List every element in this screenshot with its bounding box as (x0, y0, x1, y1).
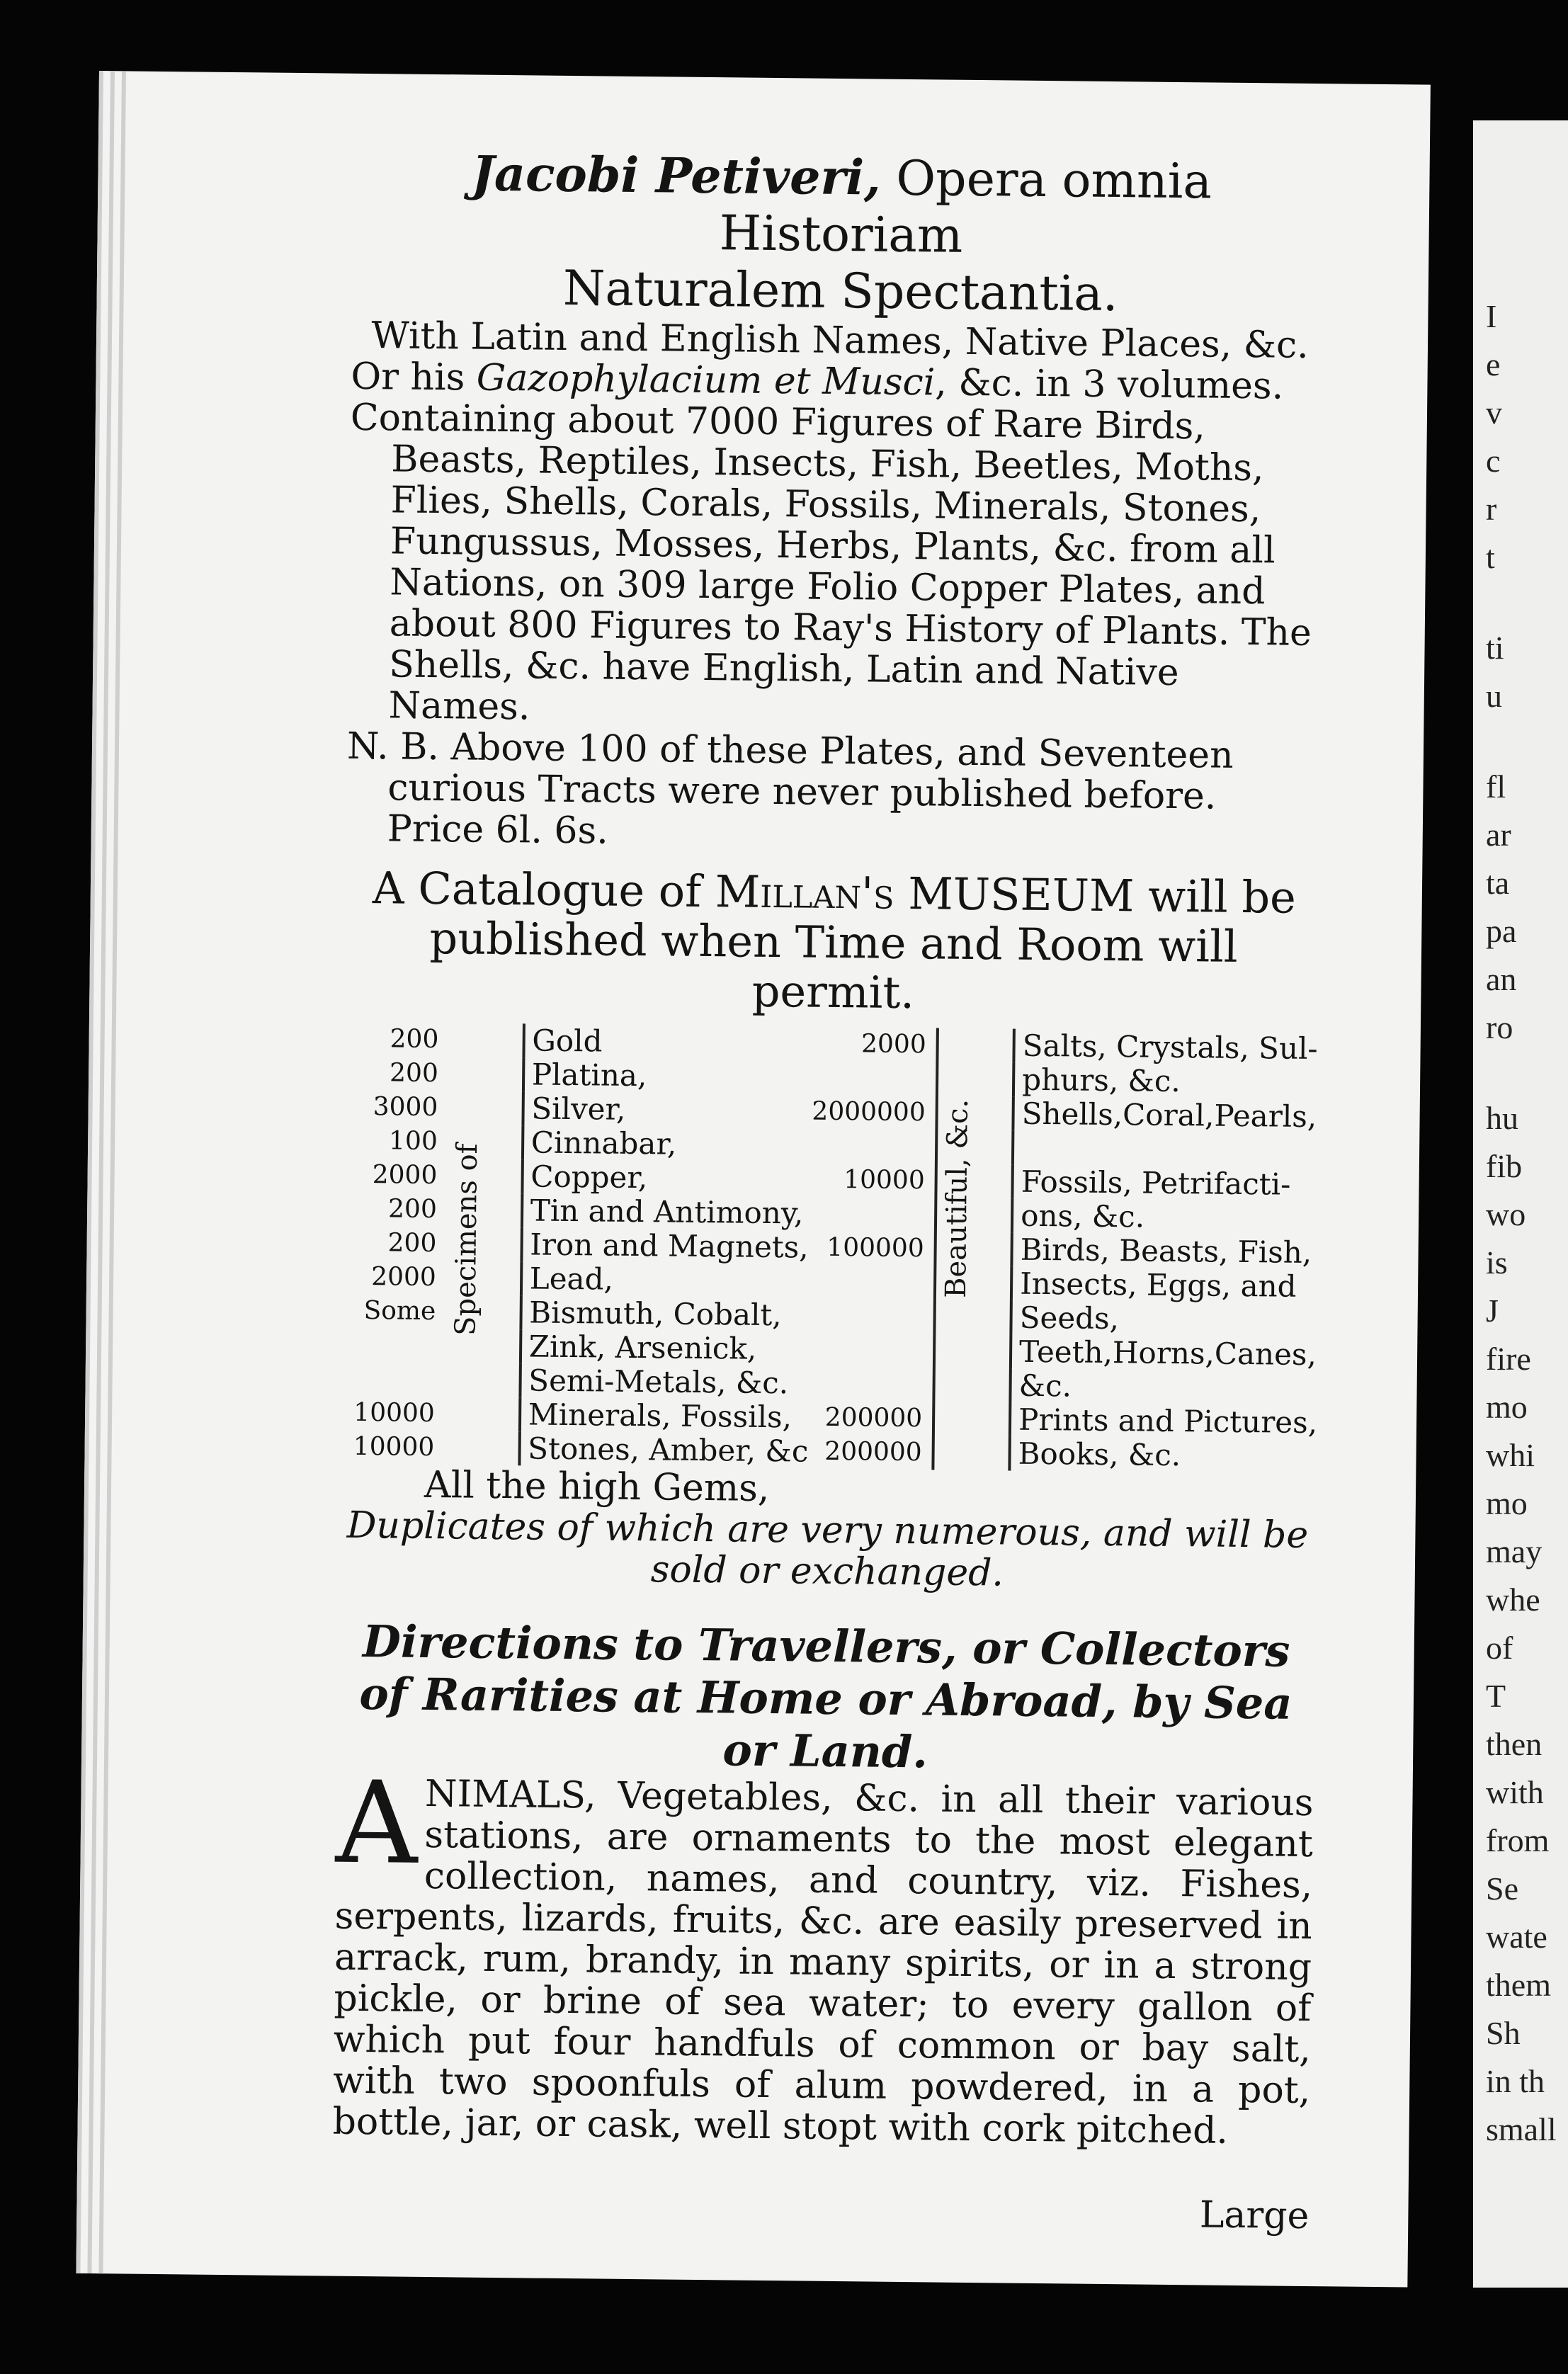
right-item: Birds, Beasts, Fish, (1020, 1232, 1312, 1271)
facing-fragment: e (1486, 346, 1501, 382)
left-item: Platina, (531, 1057, 647, 1094)
left-item: Tin and Antimony, (530, 1193, 804, 1231)
facing-page (1473, 120, 1568, 2288)
facing-fragment: from (1486, 1822, 1550, 1858)
right-item: Shells,Coral,Pearls, (1021, 1096, 1317, 1135)
facing-fragment: is (1486, 1244, 1508, 1280)
catalogue-post: MUSEUM will be published when Time and Room will permit. (429, 867, 1297, 1019)
right-item: Books, &c. (1018, 1436, 1181, 1473)
left-quantity: 2000 (371, 1262, 437, 1293)
gems-line: All the high Gems, (424, 1463, 770, 1511)
directions-text: NIMALS, Vegetables, &c. in all their various stations, are ornaments to the most elegant collection, names, and country, viz. Fishes, serpents, lizards, fruits, &c. are easily preserved in arrack, rum, brandy, in many spirits, or in a strong pickle, or brine of sea water; to every gallon of which put four handfuls of common or bay salt, with two spoonfuls of alum powdered, in a pot, bottle, jar, or cask, well stopt with cork pitched. (332, 1772, 1314, 2152)
intro-line1: With Latin and English Names, Native Places, &c. (371, 314, 1309, 367)
left-brace (444, 1023, 524, 1465)
facing-fragment: ta (1486, 865, 1510, 901)
left-quantity: 10000 (353, 1397, 436, 1429)
facing-fragment: I (1486, 298, 1497, 334)
facing-fragment: Se (1486, 1870, 1518, 1907)
intro-line2-pre: Or his (351, 355, 477, 399)
left-item: Semi-Metals, &c. (528, 1363, 789, 1401)
left-quantity (341, 1328, 445, 1363)
left-item: Copper, (530, 1159, 648, 1195)
directions-body (332, 1756, 1314, 2152)
left-item: Gold (532, 1023, 603, 1059)
right-item: Fossils, Petrifacti- (1021, 1164, 1291, 1202)
catchword: Large (1199, 2193, 1309, 2238)
left-item: Iron and Magnets, (530, 1227, 809, 1265)
facing-fragment: of (1486, 1630, 1513, 1666)
left-item: Zink, Arsenick, (528, 1329, 757, 1366)
right-quantity (809, 1367, 934, 1402)
left-quantity (340, 1362, 445, 1397)
drop-cap: A (335, 1756, 419, 1890)
right-item: Insects, Eggs, and (1019, 1266, 1297, 1304)
right-item: Seeds, (1019, 1300, 1120, 1336)
catalogue-heading (344, 863, 1323, 1022)
facing-fragment: fire (1486, 1341, 1531, 1377)
facing-fragment: then (1486, 1726, 1543, 1762)
facing-fragment: may (1486, 1533, 1543, 1569)
book-title (351, 144, 1330, 325)
left-item: Minerals, Fossils, (528, 1397, 792, 1435)
catalogue-pre: A Catalogue of (372, 862, 716, 918)
title-line2: Naturalem Spectantia. (562, 260, 1119, 323)
right-item (1013, 1131, 1320, 1169)
right-quantity (809, 1299, 935, 1334)
right-quantity: 2000 (860, 1029, 926, 1060)
left-item: Lead, (529, 1261, 614, 1297)
list-row (343, 1022, 1321, 1066)
right-item: &c. (1018, 1368, 1072, 1404)
facing-fragment: ar (1486, 817, 1511, 853)
duplicates-line: Duplicates of which are very numerous, and will be sold or exchanged. (346, 1504, 1309, 1595)
title-author: Jacobi Petiveri, (471, 145, 882, 207)
facing-fragment: them (1486, 1967, 1551, 2003)
catalogue-name: Millan's (715, 865, 894, 919)
right-item: Teeth,Horns,Canes, (1018, 1334, 1317, 1373)
left-quantity: 200 (390, 1024, 439, 1055)
right-quantity: 200000 (824, 1402, 923, 1433)
left-item: Silver, (531, 1091, 626, 1127)
left-quantity: 200 (387, 1194, 438, 1225)
facing-fragment: with (1486, 1774, 1544, 1810)
right-quantity: 2000000 (812, 1096, 926, 1128)
facing-fragment: wate (1486, 1919, 1547, 1955)
right-item: ons, &c. (1020, 1198, 1145, 1234)
facing-fragment: r (1486, 491, 1497, 527)
facing-fragment: wo (1486, 1196, 1526, 1232)
intro-nb: N. B. Above 100 of these Plates, and Seventeen curious Tracts were never published before. Price 6l. 6s. (346, 725, 1234, 853)
right-quantity (811, 1197, 936, 1232)
left-item: Stones, Amber, &c (528, 1431, 809, 1469)
right-item: Prints and Pictures, (1018, 1402, 1318, 1441)
intro-line2-italic: Gazophylacium et Musci (476, 356, 936, 404)
beautiful-label: Beautiful, &c. (939, 1098, 975, 1299)
facing-fragment: whi (1486, 1437, 1535, 1473)
right-quantity: 200000 (824, 1436, 922, 1467)
left-quantity: 10000 (353, 1431, 435, 1463)
facing-fragment: ro (1486, 1009, 1513, 1045)
intro-contents: Containing about 7000 Figures of Rare Birds, Beasts, Reptiles, Insects, Fish, Beetles, Moths, Flies, Shells, Corals, Fossils, Minerals, Stones, Fungussus, Mosses, Herbs, Plants, &c. from all Nations, on 309 large Folio Copper Plates, and about 800 Figures to Ray's History of Plants. The Shells, &c. have English, Latin and Native Names. (350, 396, 1312, 729)
facing-fragment: c (1486, 443, 1501, 479)
museum-list (339, 1022, 1321, 1474)
facing-fragment: mo (1486, 1485, 1528, 1521)
title-main: Opera omnia Historiam (719, 150, 1212, 264)
left-quantity: 200 (387, 1228, 437, 1259)
right-quantity (809, 1333, 935, 1368)
facing-fragment: mo (1486, 1389, 1528, 1425)
facing-fragment: v (1486, 394, 1502, 431)
facing-fragment: T (1486, 1678, 1506, 1714)
facing-fragment: J (1486, 1293, 1499, 1329)
left-quantity: 200 (389, 1058, 439, 1089)
facing-fragment: u (1486, 678, 1502, 714)
facing-fragment: t (1486, 539, 1495, 575)
facing-fragment: Sh (1486, 2015, 1521, 2051)
facing-fragment: an (1486, 961, 1517, 997)
facing-fragment: whe (1486, 1581, 1540, 1618)
facing-fragment: fl (1486, 768, 1506, 805)
facing-fragment: ti (1486, 630, 1504, 666)
specimens-label: Specimens of (448, 1143, 484, 1336)
right-quantity (812, 1061, 938, 1096)
left-quantity: 3000 (373, 1092, 438, 1123)
left-quantity: Some (363, 1296, 436, 1327)
left-item: Bismuth, Cobalt, (529, 1295, 782, 1333)
left-quantity: 100 (388, 1126, 438, 1157)
facing-fragment: small (1486, 2111, 1557, 2147)
facing-fragment: fib (1486, 1148, 1523, 1184)
left-quantity: 2000 (372, 1160, 438, 1191)
book-page (76, 71, 1430, 2288)
directions-heading: Directions to Travellers, or Collectors of Rarities at Home or Abroad, by Sea or Land. (359, 1615, 1293, 1778)
right-quantity: 100000 (826, 1232, 924, 1263)
right-quantity (812, 1129, 937, 1164)
facing-fragment: in th (1486, 2063, 1545, 2099)
right-item: Salts, Crystals, Sul- (1022, 1028, 1318, 1067)
right-brace (933, 1028, 1014, 1470)
intro-line2-post: , &c. in 3 volumes. (934, 361, 1284, 408)
right-item: phurs, &c. (1021, 1062, 1181, 1099)
page-content (331, 144, 1331, 2237)
left-item: Cinnabar, (530, 1125, 677, 1162)
right-quantity: 10000 (843, 1165, 925, 1195)
facing-fragment: hu (1486, 1100, 1518, 1136)
facing-fragment: pa (1486, 913, 1517, 949)
right-quantity (810, 1265, 936, 1300)
